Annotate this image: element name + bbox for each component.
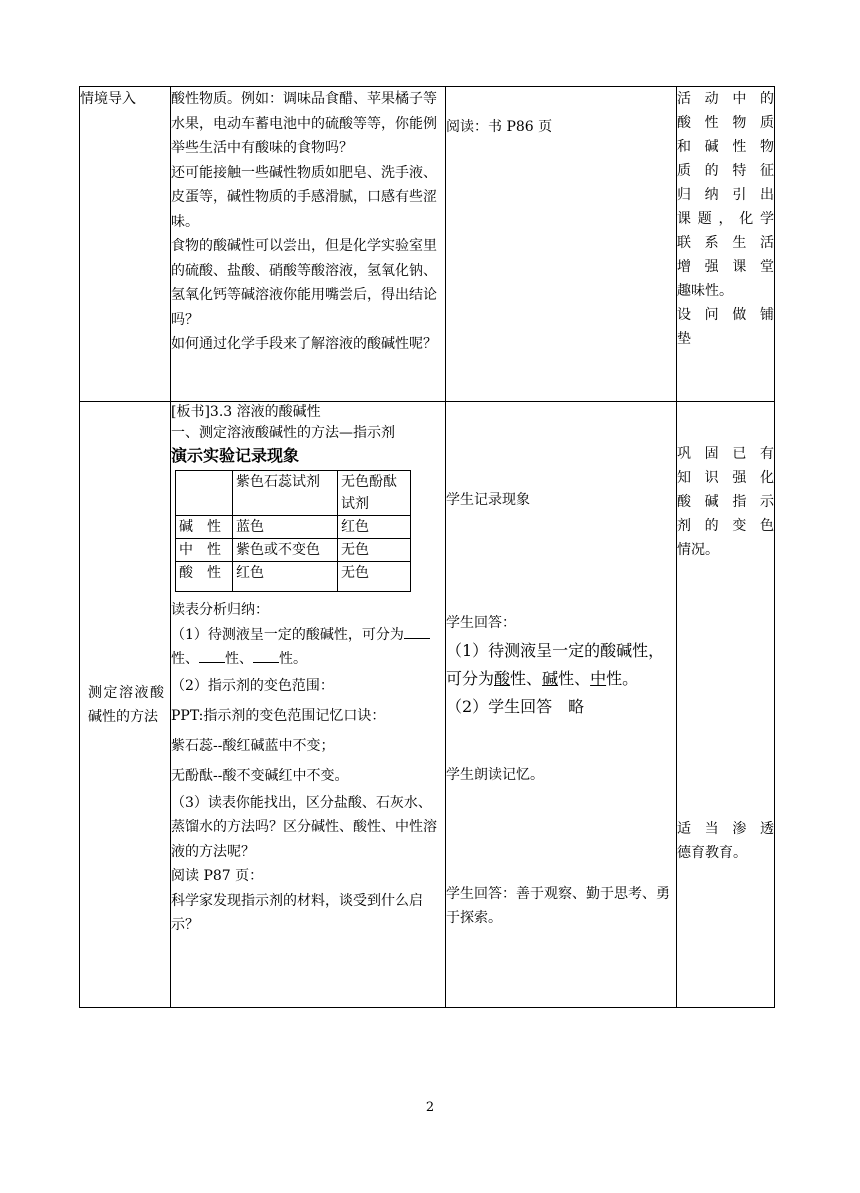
intent-line: 设问做铺 — [677, 307, 774, 323]
header-cell — [176, 471, 233, 516]
intent-line: 质的特征 — [677, 163, 774, 179]
teacher-activity-cell — [171, 87, 446, 402]
stage-cell — [80, 402, 171, 1008]
mnemonic-line: 无酚酞--酸不变碱红中不变。 — [171, 767, 349, 784]
property-cell: 碱 性 — [176, 516, 233, 539]
indicator-table — [175, 470, 411, 592]
student-activity-cell — [446, 402, 677, 1008]
intent-line: 和碱性物 — [677, 139, 774, 155]
demo-title: 演示实验记录现象 — [171, 446, 300, 465]
litmus-cell: 红色 — [233, 562, 338, 592]
design-intent-cell — [677, 87, 775, 402]
answer-text: 性、 — [510, 669, 543, 688]
intent-line: 酸性物质 — [677, 115, 774, 131]
paragraph: 如何通过化学手段来了解溶液的酸碱性呢？ — [171, 336, 437, 352]
intent-line: 趣味性。 — [677, 283, 733, 299]
fill-blank — [253, 648, 279, 663]
student-activity-cell — [446, 87, 677, 402]
indicator-row — [176, 562, 411, 592]
answer-neutral: 中 — [590, 669, 607, 688]
intent-line: 增强课堂 — [677, 259, 774, 275]
page-number: 2 — [425, 1100, 435, 1115]
intent-line: 情况。 — [677, 542, 719, 558]
property-cell: 中 性 — [176, 539, 233, 562]
header-cell: 无色酚酞试剂 — [338, 471, 411, 516]
row-method — [80, 402, 775, 1008]
indicator-row — [176, 516, 411, 539]
intent-line: 德育教育。 — [677, 845, 747, 861]
intent-line: 活动中的 — [677, 91, 774, 107]
question-1 — [171, 623, 445, 672]
intent-line: 联系生活 — [677, 235, 774, 251]
question-2: （2）指示剂的变色范围： — [171, 677, 334, 694]
design-intent-cell — [677, 402, 775, 1008]
answer-acid: 酸 — [494, 669, 511, 688]
intent-line: 巩固已有 — [677, 446, 774, 462]
row-situation — [80, 87, 775, 402]
indicator-header-row — [176, 471, 411, 516]
paragraph: 酸性物质。例如：调味品食醋、苹果橘子等水果，电动车蓄电池中的硫酸等等，你能例举些生活中有酸味的食物吗？ — [171, 91, 437, 156]
board-note: [板书]3.3 溶液的酸碱性 — [171, 404, 321, 420]
stage-cell — [80, 87, 171, 402]
phenol-cell: 红色 — [338, 516, 411, 539]
paragraph: 食物的酸碱性可以尝出，但是化学实验室里的硫酸、盐酸、硝酸等酸溶液，氢氧化钠、氢氧化钙等碱溶液你能用嘴尝后，得出结论吗？ — [171, 238, 437, 328]
fill-blank — [199, 648, 225, 663]
intent-line: 垫 — [677, 331, 691, 347]
intent-line: 知识强化 — [677, 470, 774, 486]
record-note: 学生记录现象 — [446, 492, 530, 508]
question-text: （1）待测液呈一定的酸碱性，可分为 — [171, 626, 404, 643]
litmus-cell: 蓝色 — [233, 516, 338, 539]
litmus-cell: 紫色或不变色 — [233, 539, 338, 562]
lesson-plan-table — [79, 86, 775, 1008]
answer-text: 性。 — [606, 669, 639, 688]
recite-note: 学生朗读记忆。 — [446, 767, 544, 783]
question-text: 性、 — [225, 651, 253, 667]
answer-text: （1）待测液呈一定的酸碱性，可分为 — [446, 641, 665, 688]
intent-line: 课题，化学 — [677, 211, 774, 227]
header-cell: 紫色石蕊试剂 — [233, 471, 338, 516]
answer-text: 性、 — [558, 669, 591, 688]
intent-line: 酸碱指示 — [677, 494, 774, 510]
scientist-question: 科学家发现指示剂的材料，谈受到什么启示？ — [171, 892, 423, 933]
teacher-activity-cell — [171, 402, 446, 1008]
answer-1 — [446, 637, 676, 693]
reading-note: 阅读：书 P86 页 — [446, 119, 553, 135]
property-cell: 酸 性 — [176, 562, 233, 592]
answer-label: 学生回答： — [446, 614, 516, 631]
ppt-note: PPT:指示剂的变色范围记忆口诀： — [171, 707, 386, 724]
intent-line: 适当渗透 — [677, 821, 774, 837]
stage-label: 情境导入 — [80, 91, 136, 107]
phenol-cell: 无色 — [338, 539, 411, 562]
answer-base: 碱 — [542, 669, 559, 688]
intent-line: 剂的变色 — [677, 518, 774, 534]
method-heading: 一、测定溶液酸碱性的方法—指示剂 — [171, 425, 395, 441]
phenol-cell: 无色 — [338, 562, 411, 592]
answer-2: （2）学生回答 略 — [446, 697, 585, 716]
mnemonic-line: 紫石蕊--酸红碱蓝中不变； — [171, 737, 335, 754]
question-text: 性、 — [171, 651, 199, 667]
fill-blank — [404, 624, 430, 639]
indicator-row — [176, 539, 411, 562]
question-3: （3）读表你能找出，区分盐酸、石灰水、蒸馏水的方法吗？区分碱性、酸性、中性溶液的方法呢？ — [171, 794, 437, 860]
paragraph: 还可能接触一些碱性物质如肥皂、洗手液、皮蛋等，碱性物质的手感滑腻，口感有些涩味。 — [171, 164, 437, 230]
reading-note: 阅读 P87 页： — [171, 868, 264, 884]
answer-3: 学生回答：善于观察、勤于思考、勇于探索。 — [446, 885, 670, 926]
question-text: 性。 — [279, 651, 307, 667]
stage-label: 测定溶液酸碱性的方法 — [88, 684, 164, 725]
intent-line: 归纳引出 — [677, 187, 774, 203]
analysis-prompt: 读表分析归纳： — [171, 602, 269, 618]
